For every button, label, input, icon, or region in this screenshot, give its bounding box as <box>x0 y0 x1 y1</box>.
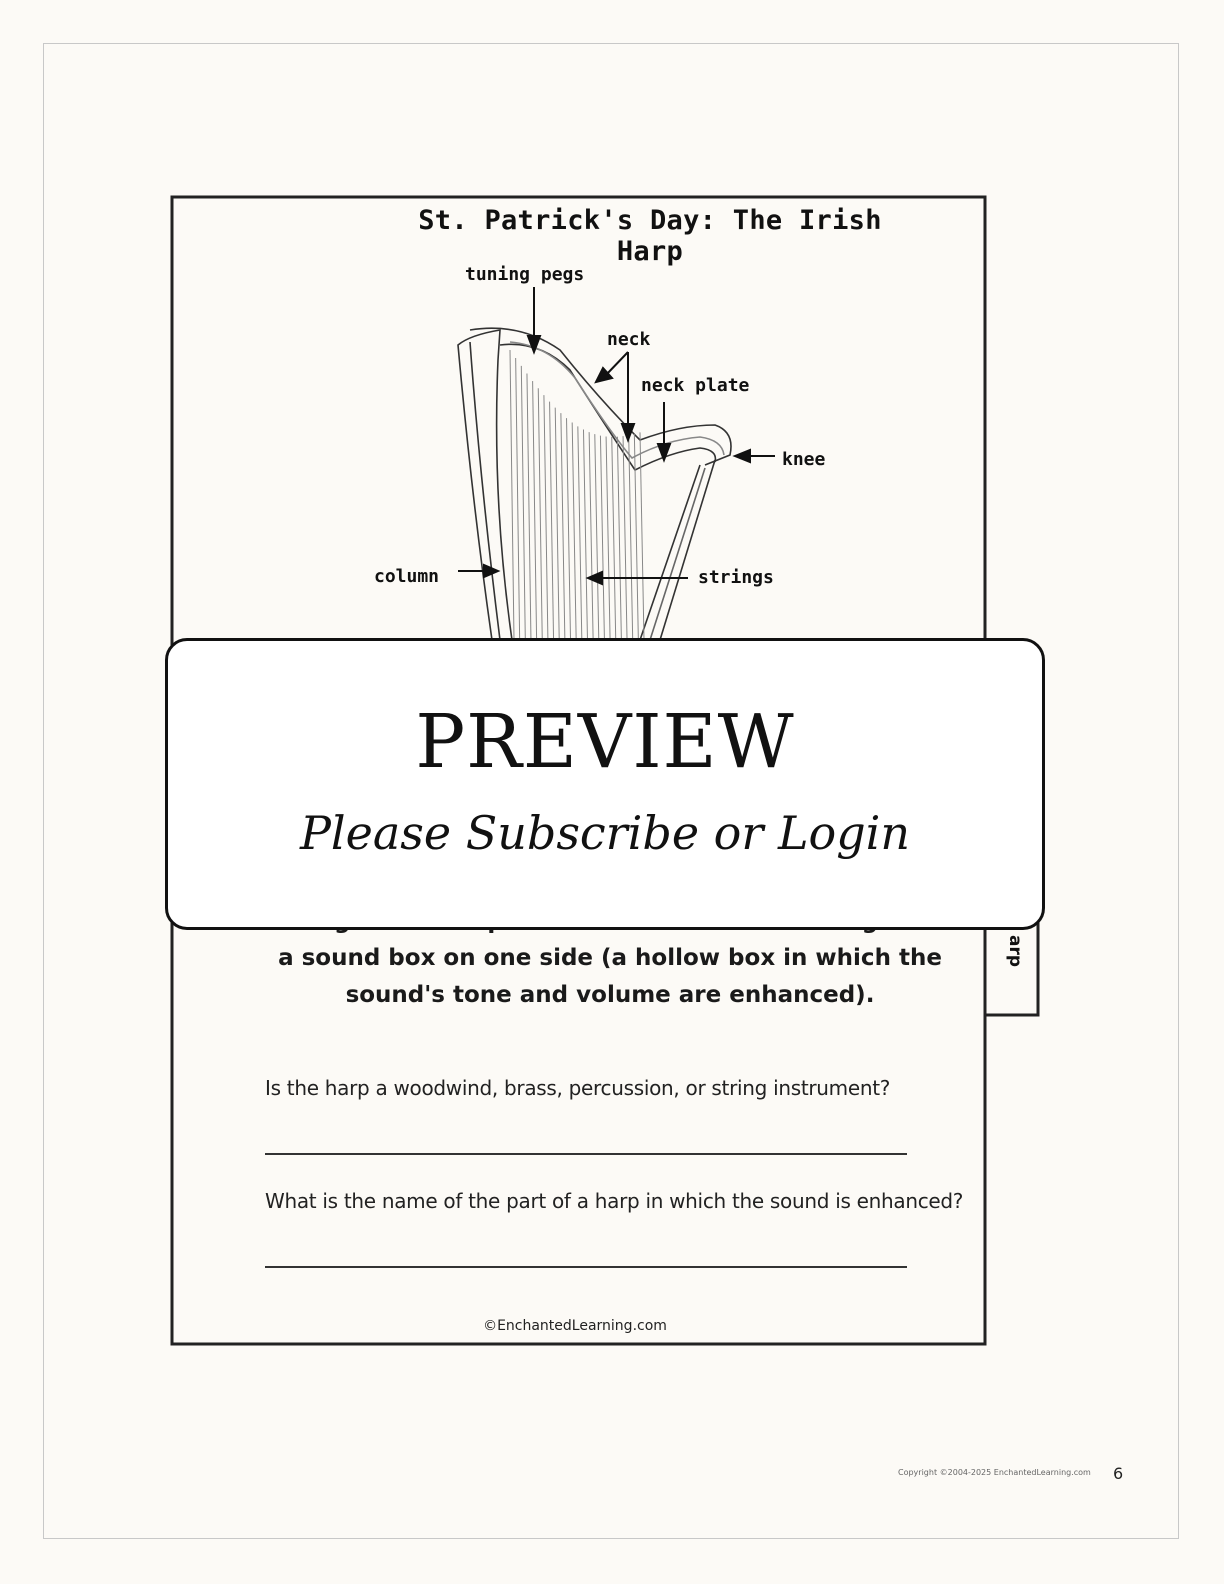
harp-string <box>617 437 621 640</box>
worksheet-title: St. Patrick's Day: The Irish Harp <box>418 205 882 267</box>
harp-string <box>561 413 565 640</box>
harp-string <box>550 402 554 640</box>
preview-overlay[interactable] <box>165 638 1045 930</box>
harp-string <box>640 432 644 640</box>
harp-string <box>600 436 604 640</box>
question-1: Is the harp a woodwind, brass, percussion, or string instrument? <box>265 1076 891 1100</box>
page-number: 6 <box>1113 1464 1124 1483</box>
harp-string <box>623 436 627 640</box>
answer-line-1[interactable] <box>265 1153 907 1155</box>
harp-string <box>527 374 531 640</box>
harp-string <box>595 434 599 640</box>
harp-string <box>583 430 587 640</box>
harp-string <box>516 358 520 640</box>
harp-string <box>572 423 576 640</box>
subscribe-login-prompt[interactable]: Please Subscribe or Login <box>299 806 911 860</box>
label-knee: knee <box>782 449 826 470</box>
harp-strings <box>510 350 644 640</box>
label-neck-plate: neck plate <box>641 375 750 396</box>
label-column: column <box>374 566 440 587</box>
question-2: What is the name of the part of a harp in which the sound is enhanced? <box>265 1189 964 1213</box>
harp-string <box>555 408 559 640</box>
harp-string <box>634 434 638 640</box>
harp-string <box>538 388 542 640</box>
description-text <box>250 918 970 1014</box>
description-line: a sound box on one side (a hollow box in which the <box>278 945 942 971</box>
label-neck: neck <box>607 329 651 350</box>
footer-copyright: Copyright ©2004-2025 EnchantedLearning.com <box>898 1468 1091 1477</box>
harp-string <box>612 437 616 640</box>
harp-string <box>578 426 582 640</box>
description-line: sound's tone and volume are enhanced). <box>345 982 875 1008</box>
harp-string <box>521 366 525 640</box>
harp-string <box>589 432 593 640</box>
label-tuning-pegs: tuning pegs <box>465 264 585 285</box>
tab-label: arp <box>1005 935 1025 968</box>
harp-string <box>567 418 571 640</box>
label-strings: strings <box>698 567 774 588</box>
answer-line-2[interactable] <box>265 1266 907 1268</box>
harp-string <box>533 381 537 640</box>
preview-title: PREVIEW <box>415 699 795 785</box>
harp-string <box>510 350 514 640</box>
worksheet-credit: ©EnchantedLearning.com <box>483 1318 667 1334</box>
harp-string <box>544 395 548 640</box>
harp-string <box>606 436 610 640</box>
